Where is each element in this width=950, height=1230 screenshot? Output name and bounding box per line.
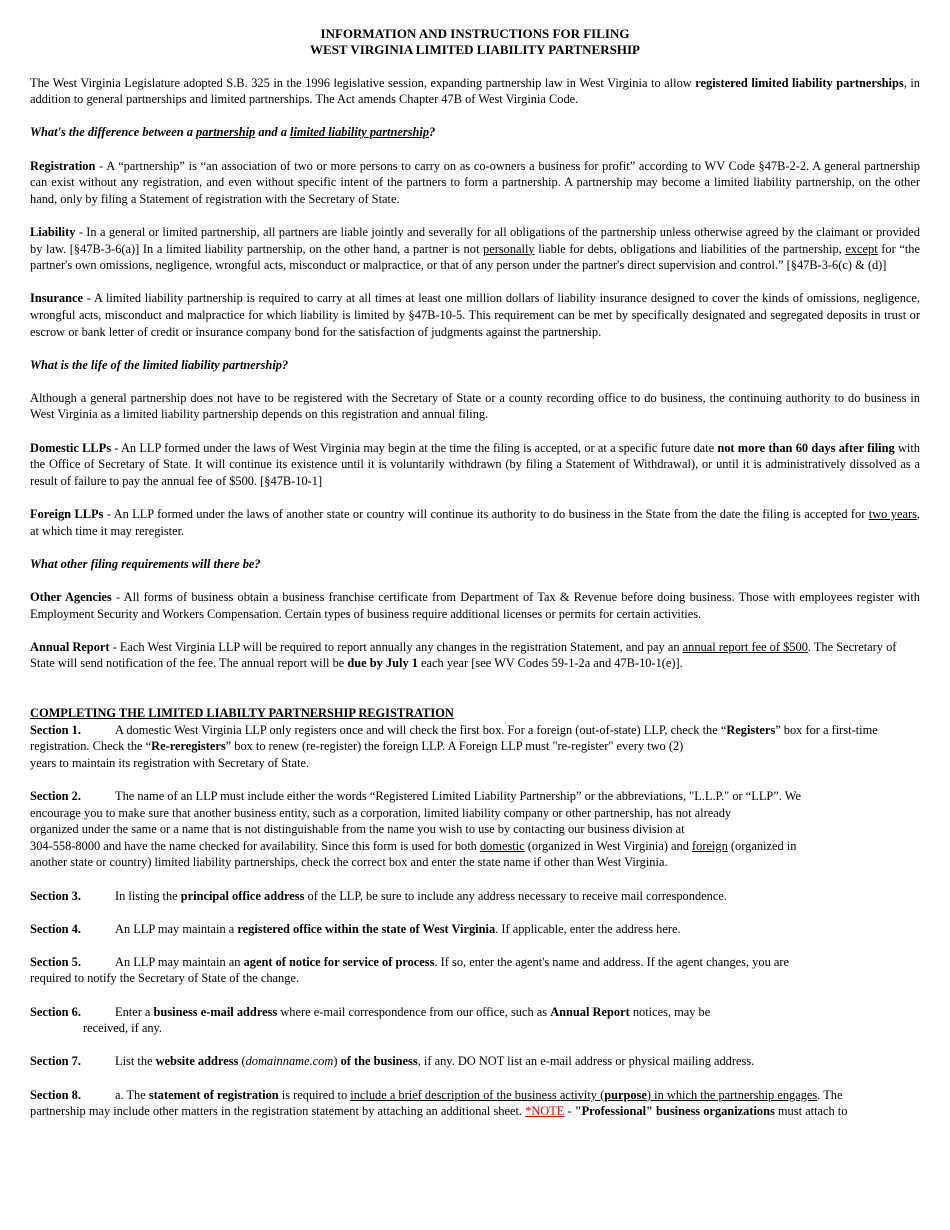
- section-6: Section 6. Enter a business e-mail address where e-mail correspondence from our office, such as Annual Report notices, may be received, if any.: [30, 1004, 711, 1036]
- agencies-label: Other Agencies: [30, 590, 112, 604]
- section-1-label: Section 1.: [30, 722, 81, 737]
- section-3-label: Section 3.: [30, 888, 81, 903]
- insurance-label: Insurance: [30, 291, 84, 306]
- document-title: [30, 26, 920, 58]
- registration-label: Registration: [30, 158, 96, 173]
- annual-report-paragraph: Annual Report - Each West Virginia LLP will be required to report annually any changes in the registration Statement, and pay an annual report fee of $500. The Secretary of State will send notification of the fee. The annual report will be due by July 1 each year [see WV Codes 59-1-2a and 47B-10-1(e)].: [30, 639, 897, 671]
- question-life: What is the life of the limited liability partnership?: [30, 357, 289, 372]
- section-8: Section 8. a. The statement of registration is required to include a brief description of the business activity (purpose) in which the partnership engages. The partnership may include other matters in the registration statement by attaching an additional sheet. *NOTE - "Professional" business organizations must attach to: [30, 1087, 848, 1119]
- section-6-label: Section 6.: [30, 1004, 81, 1019]
- liability-paragraph: Liability - In a general or limited partnership, all partners are liable jointly and severally for all obligations of the partnership unless otherwise agreed by the claimant or provided by law. [§47B-3-6(a)] In a limited liability partnership, on the other hand, a partner is not personally liable for debts, obligations and liabilities of the partnership, except for “the partner's own omissions, negligence, wrongful acts, misconduct or malpractice, or that of any person under the partner's direct supervision and control.” [§47B-3-6(c) & (d)]: [30, 224, 920, 273]
- section-7-label: Section 7.: [30, 1054, 81, 1069]
- section-1: Section 1. A domestic West Virginia LLP only registers once and will check the first box. For a foreign (out-of-state) LLP, check the “Registers” box for a first-time registration. Check the “Re-reregisters” box to renew (re-register) the foreign LLP. A Foreign LLP must "re-register" every two (2) years to maintain its registration with Secretary of State.: [30, 722, 878, 770]
- section-4: Section 4. An LLP may maintain a registered office within the state of West Virginia. If applicable, enter the address here.: [30, 921, 681, 936]
- instructions-page: [30, 26, 920, 1120]
- section-2-label: Section 2.: [30, 788, 81, 803]
- intro-bold: registered limited liability partnerships: [695, 75, 904, 90]
- agencies-paragraph: Other Agencies - All forms of business obtain a business franchise certificate from Department of Tax & Revenue before doing business. Those with employees register with Employment Security and Workers Compensation. Certain types of business require additional licenses or permits for certain activities.: [30, 590, 920, 621]
- title-line-2: WEST VIRGINIA LIMITED LIABILITY PARTNERSHIP: [310, 42, 640, 57]
- section-7: Section 7. List the website address (domainname.com) of the business, if any. DO NOT list an e-mail address or physical mailing address.: [30, 1054, 755, 1069]
- question-other-requirements: What other filing requirements will there be?: [30, 556, 261, 571]
- domestic-paragraph: Domestic LLPs - An LLP formed under the laws of West Virginia may begin at the time the filing is accepted, or at a specific future date not more than 60 days after filing with the Office of Secretary of State. It will continue its existence until it is voluntarily withdrawn (by filing a Statement of Withdrawal), or until it is administratively dissolved as a result of failure to pay the annual fee of $500. [§47B-10-1]: [30, 440, 920, 488]
- foreign-paragraph: Foreign LLPs - An LLP formed under the laws of another state or country will continue its authority to do business in the State from the date the filing is accepted for two years, at which time it may reregister.: [30, 507, 920, 538]
- intro-text-2: , in addition to general partnerships and limited partnerships. The Act amends Chapter 47B of West Virginia Code.: [30, 75, 920, 107]
- title-line-1: INFORMATION AND INSTRUCTIONS FOR FILING: [320, 26, 630, 41]
- section-3: Section 3. In listing the principal office address of the LLP, be sure to include any address necessary to receive mail correspondence.: [30, 888, 727, 903]
- section-5: Section 5. An LLP may maintain an agent of notice for service of process. If so, enter the agent's name and address. If the agent changes, you are required to notify the Secretary of State of the change.: [30, 954, 789, 986]
- domestic-label: Domestic LLPs: [30, 440, 112, 455]
- note-marker: *NOTE: [525, 1104, 565, 1119]
- foreign-label: Foreign LLPs: [30, 507, 104, 522]
- life-paragraph: Although a general partnership does not have to be registered with the Secretary of State or a county recording office to do business, the continuing authority to do business in West Virginia as a limited liability partnership depends on this registration and annual filing.: [30, 390, 920, 422]
- liability-label: Liability: [30, 224, 76, 239]
- intro-text: The West Virginia Legislature adopted S.B. 325 in the 1996 legislative session, expanding partnership law in West Virginia to allow: [30, 75, 696, 90]
- question-difference: What's the difference between a partnership and a limited liability partnership?: [30, 125, 436, 140]
- section-5-label: Section 5.: [30, 954, 81, 969]
- registration-paragraph: Registration - A “partnership” is “an association of two or more persons to carry on as co-owners a business for profit” according to WV Code §47B-2-2. A general partnership can exist without any registration, and even without specific intent of the partners to form a partnership. A partnership may become a limited liability partnership, on the other hand, only by filing a Statement of registration with the Secretary of State.: [30, 158, 920, 206]
- annual-label: Annual Report: [30, 639, 110, 654]
- section-8-label: Section 8.: [30, 1087, 81, 1102]
- insurance-paragraph: Insurance - A limited liability partnership is required to carry at all times at least one million dollars of liability insurance designed to cover the kinds of omissions, negligence, wrongful acts, misconduct and malpractice for which liability is limited by §47B-10-5. This requirement can be met by specifically designated and segregated deposits in trust or escrow or bank letter of credit or insurance company bond for the satisfaction of judgments against the partnership.: [30, 291, 920, 339]
- intro-paragraph: [30, 75, 920, 108]
- section-4-label: Section 4.: [30, 921, 81, 936]
- completing-heading: COMPLETING THE LIMITED LIABILTY PARTNERSHIP REGISTRATION: [30, 705, 454, 720]
- section-2: Section 2. The name of an LLP must include either the words “Registered Limited Liability Partnership” or the abbreviations, "L.L.P." or “LLP”. We encourage you to make sure that another business entity, such as a corporation, limited liability company or other partnership, has not already organized under the same or a name that is not distinguishable from the name you wish to use by contacting our business division at 304-558-8000 and have the name checked for availability. Since this form is used for both domestic (organized in West Virginia) and foreign (organized in another state or country) limited liability partnerships, check the correct box and enter the state name if other than West Virginia.: [30, 788, 801, 870]
